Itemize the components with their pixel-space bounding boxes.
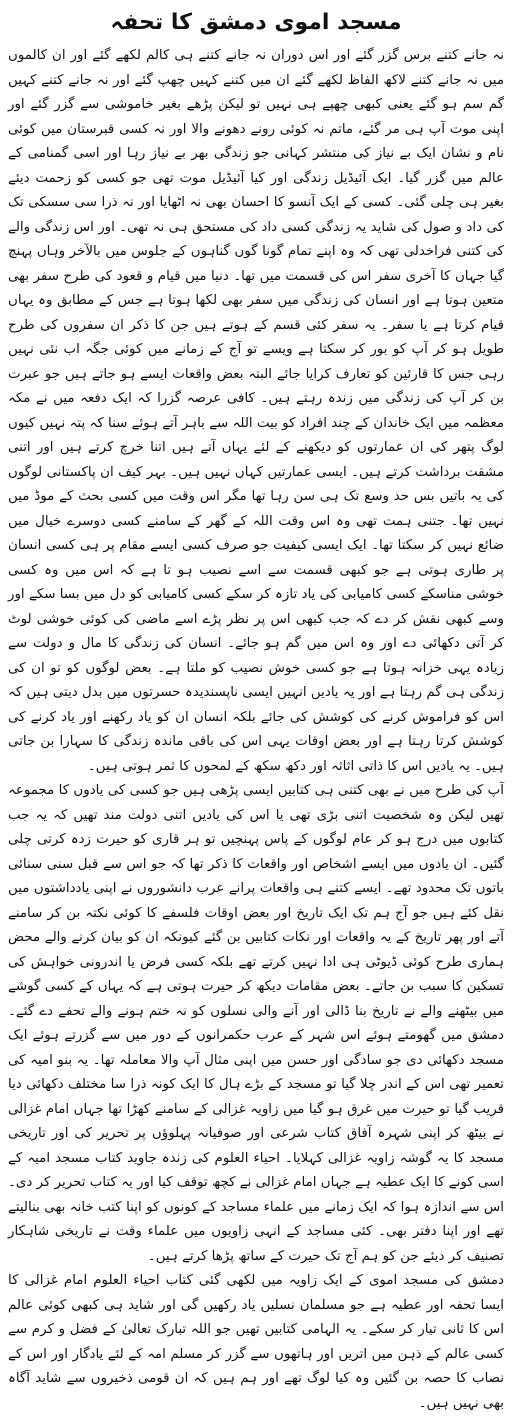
article-paragraph: دمشق کی مسجد اموی کے ایک زاویہ میں لکھی گئی کتاب احیاء العلوم امام غزالی کا ایسا تحفہ اور عطیہ ہے جو مسلمان نسلیں یاد رکھیں گی اور شاید ہی کبھی کوئی عالم اس کا ثانی تیار کر سکے۔ یہ الہامی کتابیں تھیں جو اللہ تبارک تعالیٰ کے فضل و کرم سے کسی عالم کے ذہن میں اتریں اور ہاتھوں سے گزر کر مسلم امہ کے لئے یادگار اور اس کے نصاب کا حصہ بن گئیں وہ کیا لوگ تھے اور ہم ہیں کہ ان قومی ذخیروں سے شاید آگاہ بھی نہیں ہیں۔ <box>8 1273 504 1411</box>
article-body <box>8 44 504 1416</box>
article-title: مسجد اموی دمشق کا تحفہ <box>110 10 402 35</box>
article-paragraph: آپ کی طرح میں نے بھی کتنی ہی کتابیں ایسی پڑھی ہیں جو کسی کی یادوں کا مجموعہ تھیں لیکن وہ شخصیت اتنی بڑی تھی یا اس کی یادیں اتنی دولت مند تھیں کہ یہ جب کتابوں میں درج ہو کر عام لوگوں کے پاس پہنچیں تو ہر قاری کو حیرت زدہ کرتی چلی گئیں۔ ان یادوں میں ایسے اشخاص اور واقعات کا ذکر تھا کہ جو اس سے قبل سنی سنائی باتوں تک محدود تھے۔ ایسے کتنے ہی واقعات پرانے عرب دانشوروں نے اپنی یادداشتوں میں نقل کئے ہیں جو آج ہم تک ایک تاریخ اور بعض اوقات فلسفے کا کوئی نکتہ بن کر سامنے آتے اور پھر تاریخ کے یہ واقعات اور نکات کتابیں بن گئے کیونکہ ان کو بیان کرنے والے محض ہماری طرح کوئی ڈیوٹی ہی ادا نہیں کرتے تھے بلکہ کسی فرض یا اندرونی خواہش کی تسکین کا سبب بن جاتے۔ بعض مقامات دیکھ کر حیرت ہوتی ہے کہ یہاں کے کسی گوشے میں بیٹھنے والے نے تاریخ بنا ڈالی اور آنے والی نسلوں کو نہ ختم ہونے والے تحفے دے گئے۔ دمشق میں گھومتے ہوئے اس شہر کے عرب حکمرانوں کے دور میں سے گزرتے ہوئے ایک مسجد دکھائی دی جو سادگی اور حسن میں اپنی مثال آپ والا معاملہ تھا۔ یہ بنو امیہ کی تعمیر تھی اس کے اندر چلا گیا تو مسجد کے بڑے ہال کا ایک کونہ ذرا سا مختلف دکھائی دیا قریب گیا تو حیرت میں غرق ہو گیا میں زاویہ غزالی کے سامنے کھڑا تھا جہاں امام غزالی نے بیٹھ کر اپنی شہرہ آفاق کتاب شرعی اور صوفیانہ پہلوؤں پر تحریر کی اور تاریخی مسجد کا یہ گوشہ زاویہ غزالی کہلایا۔ احیاء العلوم کی زندہ جاوید کتاب مسجد امیہ کے اسی کونے کا ایک عطیہ ہے جہاں امام غزالی نے کچھ توقف کیا اور یہ کتاب تحریر کر دی۔ اس سے اندازہ ہوا کہ ایک زمانے میں علماء مساجد کے کونوں کو اپنا کتب خانہ بھی بنالیتے تھے اور اپنا دفتر بھی۔ کئی مساجد کے انہی زاویوں میں علماء وقت نے تاریخی شاہکار تصنیف کر دیئے جن کو ہم آج تک حیرت کے ساتھ پڑھا کرتے ہیں۔ <box>8 783 504 1264</box>
article-paragraph: نہ جانے کتنے برس گزر گئے اور اس دوران نہ جانے کتنے ہی کالم لکھے گئے اور ان کالموں میں نہ جانے کتنے لاکھ الفاظ لکھے گئے ان میں کتنے کہیں چھپ گئے اور نہ جانے کتنے کہیں گم سم ہو گئے یعنی کبھی چھپے ہی نہیں تو لیکن پڑھے بغیر خاموشی سے گزر گئے اور اپنی موت آپ ہی مر گئے، ماتم نہ کوئی رونے دھونے والا اور نہ کسی قبرستان میں کوئی نام و نشان ایک بے نیاز کی منتشر کہانی جو زندگی بھر بے نیاز رہا اور اسی گمنامی کے عالم میں گزر گیا۔ ایک آئیڈیل زندگی اور کیا آئیڈیل موت تھی جو کسی کو زحمت دیئے بغیر ہی چلی گئی۔ کسی کے ایک آنسو کا احسان بھی نہ اٹھایا اور نہ ذرا سی سسکی تک کی داد و صول کی شاید یہ زندگی کسی داد کی مستحق ہی نہ تھی۔ اور اس زندگی والے کی کتنی فراخدلی تھی کہ وہ اپنے تمام گونا گوں گناہوں کے جلوس میں بالآخر وہاں پہنچ گیا جہاں کا آخری سفر اس کی قسمت میں تھا۔ دنیا میں قیام و قعود کی طرح سفر بھی متعین ہوتا ہے اور انسان کی زندگی میں سفر بھی لکھا ہوتا ہے جس کے مطابق وہ یہاں قیام کرتا ہے یا سفر۔ یہ سفر کئی قسم کے ہوتے ہیں جن کا ذکر ان سفروں کی طرح طویل ہو کر آپ کو بور کر سکتا ہے ویسے تو آج کے زمانے میں کوئی جگہ اب نئی نہیں رہی جس کا قارئین کو تعارف کرایا جائے البتہ بعض واقعات ایسے ہو جاتے ہیں جو عبرت بن کر آپ کی زندگی میں زندہ رہتے ہیں۔ کافی عرصہ گزرا کہ ایک دفعہ میں نے مکہ معظمہ میں ایک خاندان کے چند افراد کو بیت اللہ سے باہر آتے ہوئے سنا کہ پتہ نہیں کیوں لوگ پتھر کی ان عمارتوں کو دیکھنے کے لئے یہاں آتے ہیں اتنا خرچ کرتے ہیں اور اتنی مشقت برداشت کرتے ہیں۔ ایسی عمارتیں کہاں نہیں ہیں۔ بہر کیف ان پاکستانی لوگوں کی یہ باتیں بس حد وسع تک ہی سن رہا تھا مگر اس وقت میں کسی بحث کے موڈ میں نہیں تھا۔ جتنی ہمت تھی وہ اس وقت اللہ کے گھر کے سامنے کسی دوسرے خیال میں ضائع نہیں کر سکتا تھا۔ ایک ایسی کیفیت جو صرف کسی ایسے مقام پر ہی کسی انسان پر طاری ہوتی ہے جو کبھی قسمت سے اسے نصیب ہو تا ہے کہ اس میں وہ کسی خوشی مناسکے کسی کامیابی کی یاد تازہ کر سکے کسی کامیابی کو دل میں بسا سکے اور وسے کبھی نقش کر دے کہ جب کبھی اس پر نظر پڑے اسے ماضی کی کوئی خوشی لوٹ کر آتی دکھائی دے اور وہ اس میں گم ہو جائے۔ انسان کی زندگی کا مال و دولت سے زیادہ یہی خزانہ ہوتا ہے جو کسی خوش نصیب کو ملتا ہے۔ بعض لوگوں کو تو ان کی زندگی ہی گم رہتا ہے اور یہ یادیں انہیں ایسی ناپسندیدہ حسرتوں میں بدل دیتی ہیں کہ اس کو فراموش کرنے کی کوشش کی جائے بلکہ انسان ان کو یاد رکھنے اور یاد کرنے کی کوشش کرتا رہتا ہے اور بعض اوقات یہی اس کی باقی ماندہ زندگی کا سہارا بن جاتی ہیں۔ یہ یادیں اس کا ذاتی اثاثہ اور دکھ سکھ کے لمحوں کا ثمر ہوتی ہیں۔ <box>8 48 504 774</box>
